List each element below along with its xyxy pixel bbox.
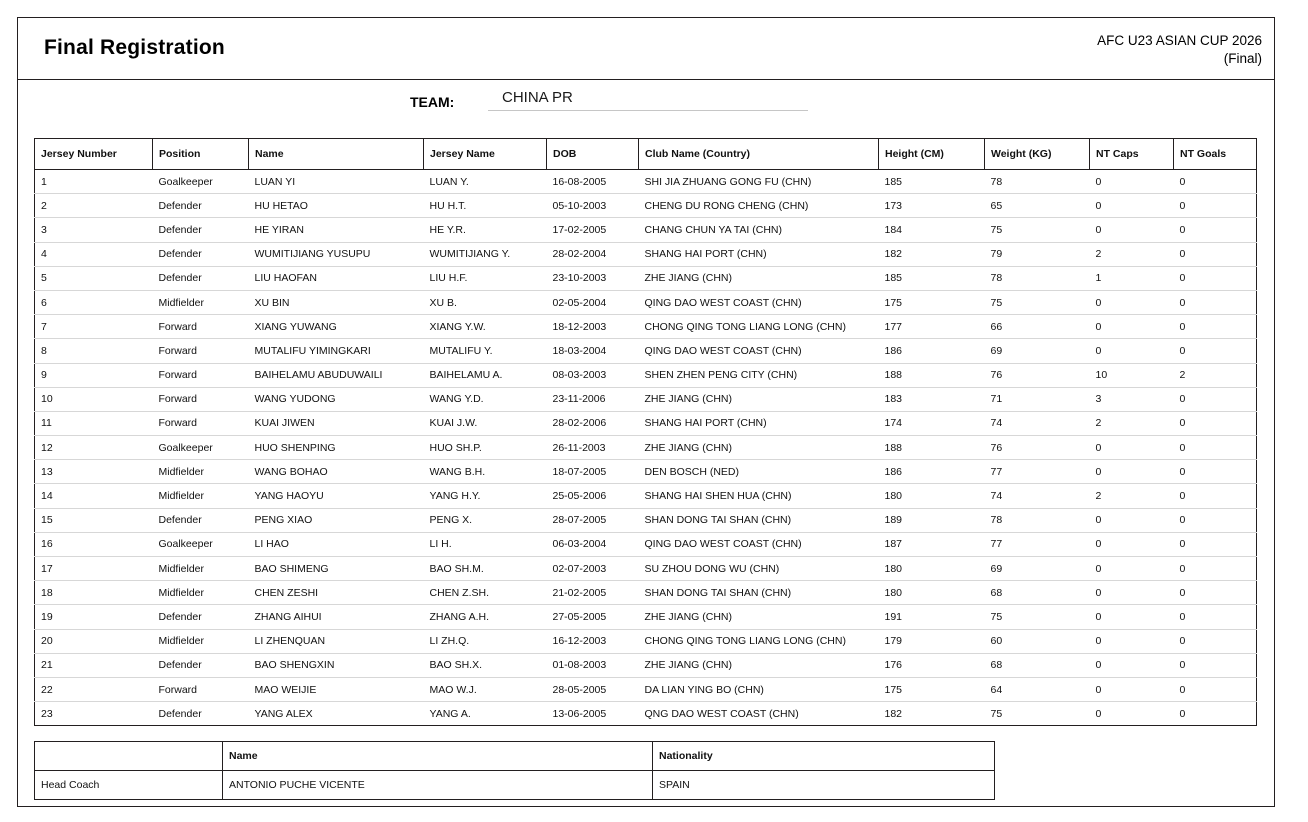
cell-weight: 75 [985,218,1090,242]
cell-jersey-name: PENG X. [424,508,547,532]
document-header [18,18,1274,80]
cell-position: Goalkeeper [153,436,249,460]
cell-club: ZHE JIANG (CHN) [639,605,879,629]
column-header-position: Position [153,139,249,170]
players-table-wrap [34,138,1256,726]
cell-jersey-number: 17 [35,557,153,581]
cell-height: 180 [879,484,985,508]
cell-club: SHANG HAI PORT (CHN) [639,411,879,435]
table-row [35,702,1257,726]
cell-nt-caps: 2 [1090,411,1174,435]
cell-nt-goals: 0 [1174,315,1257,339]
cell-jersey-name: LI H. [424,532,547,556]
cell-jersey-name: BAIHELAMU A. [424,363,547,387]
cell-nt-caps: 2 [1090,484,1174,508]
cell-nt-caps: 2 [1090,242,1174,266]
cell-jersey-number: 10 [35,387,153,411]
cell-position: Defender [153,605,249,629]
cell-height: 184 [879,218,985,242]
cell-position: Forward [153,411,249,435]
cell-nt-caps: 0 [1090,677,1174,701]
staff-table-body [35,771,995,800]
cell-dob: 28-05-2005 [547,677,639,701]
cell-jersey-number: 15 [35,508,153,532]
cell-jersey-number: 19 [35,605,153,629]
cell-weight: 64 [985,677,1090,701]
competition-stage: (Final) [1223,51,1262,67]
cell-jersey-number: 12 [35,436,153,460]
cell-name: LI ZHENQUAN [249,629,424,653]
table-row [35,508,1257,532]
cell-dob: 18-03-2004 [547,339,639,363]
cell-dob: 23-11-2006 [547,387,639,411]
cell-jersey-name: WANG B.H. [424,460,547,484]
cell-nt-goals: 0 [1174,266,1257,290]
table-row [35,411,1257,435]
cell-club: SHAN DONG TAI SHAN (CHN) [639,581,879,605]
cell-height: 175 [879,677,985,701]
cell-nt-caps: 0 [1090,315,1174,339]
table-row [35,436,1257,460]
cell-club: CHENG DU RONG CHENG (CHN) [639,194,879,218]
cell-name: XIANG YUWANG [249,315,424,339]
cell-jersey-name: YANG A. [424,702,547,726]
cell-weight: 76 [985,436,1090,460]
cell-club: SHANG HAI PORT (CHN) [639,242,879,266]
cell-jersey-number: 7 [35,315,153,339]
cell-club: DA LIAN YING BO (CHN) [639,677,879,701]
cell-position: Defender [153,266,249,290]
registration-sheet [17,17,1275,807]
column-header-nt-caps: NT Caps [1090,139,1174,170]
cell-height: 177 [879,315,985,339]
cell-nt-goals: 0 [1174,557,1257,581]
staff-table [34,741,995,800]
cell-jersey-name: XU B. [424,290,547,314]
cell-jersey-number: 21 [35,653,153,677]
cell-weight: 69 [985,557,1090,581]
cell-height: 186 [879,460,985,484]
cell-dob: 18-12-2003 [547,315,639,339]
cell-staff-role: Head Coach [35,771,223,800]
cell-jersey-name: WUMITIJIANG Y. [424,242,547,266]
cell-name: LIU HAOFAN [249,266,424,290]
cell-weight: 78 [985,266,1090,290]
cell-position: Midfielder [153,557,249,581]
cell-jersey-number: 13 [35,460,153,484]
cell-jersey-name: MAO W.J. [424,677,547,701]
cell-nt-goals: 0 [1174,653,1257,677]
cell-weight: 75 [985,290,1090,314]
competition-name: AFC U23 ASIAN CUP 2026 [1097,33,1262,48]
cell-jersey-number: 16 [35,532,153,556]
column-header-weight: Weight (KG) [985,139,1090,170]
cell-nt-goals: 0 [1174,460,1257,484]
cell-club: SHEN ZHEN PENG CITY (CHN) [639,363,879,387]
cell-nt-caps: 3 [1090,387,1174,411]
cell-nt-goals: 0 [1174,218,1257,242]
table-row [35,387,1257,411]
column-header-nt-goals: NT Goals [1174,139,1257,170]
cell-name: MAO WEIJIE [249,677,424,701]
cell-weight: 77 [985,460,1090,484]
cell-weight: 75 [985,605,1090,629]
cell-position: Defender [153,218,249,242]
cell-nt-caps: 0 [1090,605,1174,629]
cell-jersey-number: 20 [35,629,153,653]
cell-weight: 71 [985,387,1090,411]
cell-position: Goalkeeper [153,170,249,194]
cell-position: Midfielder [153,629,249,653]
cell-dob: 13-06-2005 [547,702,639,726]
table-row [35,218,1257,242]
cell-jersey-name: XIANG Y.W. [424,315,547,339]
cell-position: Forward [153,363,249,387]
cell-jersey-number: 3 [35,218,153,242]
cell-jersey-name: YANG H.Y. [424,484,547,508]
cell-height: 191 [879,605,985,629]
cell-nt-goals: 0 [1174,677,1257,701]
cell-jersey-name: LI ZH.Q. [424,629,547,653]
cell-jersey-number: 22 [35,677,153,701]
cell-nt-goals: 0 [1174,629,1257,653]
cell-club: CHONG QING TONG LIANG LONG (CHN) [639,315,879,339]
table-row [35,653,1257,677]
cell-position: Forward [153,677,249,701]
cell-club: CHANG CHUN YA TAI (CHN) [639,218,879,242]
cell-name: WANG YUDONG [249,387,424,411]
cell-position: Midfielder [153,581,249,605]
competition-info [1097,32,1262,68]
cell-nt-goals: 0 [1174,339,1257,363]
cell-weight: 60 [985,629,1090,653]
cell-club: QING DAO WEST COAST (CHN) [639,532,879,556]
cell-height: 176 [879,653,985,677]
cell-club: SHAN DONG TAI SHAN (CHN) [639,508,879,532]
cell-name: YANG ALEX [249,702,424,726]
cell-nt-goals: 0 [1174,194,1257,218]
table-row [35,170,1257,194]
column-header-staff-name: Name [223,742,653,771]
cell-height: 180 [879,581,985,605]
cell-jersey-number: 9 [35,363,153,387]
cell-height: 188 [879,436,985,460]
team-value: CHINA PR [502,89,573,106]
cell-weight: 78 [985,170,1090,194]
cell-weight: 68 [985,581,1090,605]
cell-dob: 05-10-2003 [547,194,639,218]
cell-jersey-number: 5 [35,266,153,290]
players-table-header-row [35,139,1257,170]
cell-nt-caps: 0 [1090,194,1174,218]
players-table-body [35,170,1257,726]
cell-nt-caps: 0 [1090,170,1174,194]
cell-weight: 69 [985,339,1090,363]
cell-jersey-name: BAO SH.X. [424,653,547,677]
cell-club: SU ZHOU DONG WU (CHN) [639,557,879,581]
table-row [35,677,1257,701]
cell-jersey-number: 23 [35,702,153,726]
cell-height: 179 [879,629,985,653]
table-row [35,290,1257,314]
cell-weight: 68 [985,653,1090,677]
cell-weight: 79 [985,242,1090,266]
cell-club: ZHE JIANG (CHN) [639,653,879,677]
cell-name: LUAN YI [249,170,424,194]
cell-jersey-number: 1 [35,170,153,194]
cell-nt-goals: 0 [1174,411,1257,435]
cell-staff-name: ANTONIO PUCHE VICENTE [223,771,653,800]
cell-position: Forward [153,339,249,363]
column-header-role [35,742,223,771]
cell-height: 182 [879,242,985,266]
cell-height: 175 [879,290,985,314]
table-row [35,557,1257,581]
table-row [35,242,1257,266]
cell-height: 185 [879,170,985,194]
cell-nt-caps: 0 [1090,436,1174,460]
cell-nt-caps: 1 [1090,266,1174,290]
cell-nt-goals: 0 [1174,605,1257,629]
cell-height: 185 [879,266,985,290]
table-row [35,194,1257,218]
cell-nt-goals: 0 [1174,508,1257,532]
cell-weight: 74 [985,484,1090,508]
cell-position: Forward [153,387,249,411]
cell-jersey-name: ZHANG A.H. [424,605,547,629]
cell-name: XU BIN [249,290,424,314]
cell-jersey-name: WANG Y.D. [424,387,547,411]
cell-club: QNG DAO WEST COAST (CHN) [639,702,879,726]
cell-club: QING DAO WEST COAST (CHN) [639,339,879,363]
cell-jersey-name: CHEN Z.SH. [424,581,547,605]
column-header-jersey-number: Jersey Number [35,139,153,170]
cell-nt-caps: 0 [1090,339,1174,363]
cell-height: 182 [879,702,985,726]
cell-dob: 01-08-2003 [547,653,639,677]
staff-table-header-row [35,742,995,771]
cell-position: Midfielder [153,290,249,314]
cell-nt-goals: 0 [1174,702,1257,726]
cell-club: SHANG HAI SHEN HUA (CHN) [639,484,879,508]
cell-weight: 75 [985,702,1090,726]
cell-dob: 28-02-2004 [547,242,639,266]
cell-position: Defender [153,194,249,218]
table-row [35,460,1257,484]
cell-position: Midfielder [153,484,249,508]
cell-jersey-name: HUO SH.P. [424,436,547,460]
table-row [35,605,1257,629]
cell-nt-goals: 0 [1174,532,1257,556]
cell-jersey-name: BAO SH.M. [424,557,547,581]
cell-name: HUO SHENPING [249,436,424,460]
cell-height: 173 [879,194,985,218]
cell-position: Defender [153,242,249,266]
cell-club: DEN BOSCH (NED) [639,460,879,484]
cell-name: PENG XIAO [249,508,424,532]
cell-position: Forward [153,315,249,339]
cell-dob: 02-07-2003 [547,557,639,581]
cell-dob: 18-07-2005 [547,460,639,484]
cell-height: 189 [879,508,985,532]
table-row [35,315,1257,339]
cell-nt-caps: 0 [1090,629,1174,653]
cell-name: ZHANG AIHUI [249,605,424,629]
team-label: TEAM: [410,94,455,110]
cell-dob: 27-05-2005 [547,605,639,629]
table-row [35,581,1257,605]
column-header-nationality: Nationality [653,742,995,771]
cell-dob: 26-11-2003 [547,436,639,460]
cell-height: 187 [879,532,985,556]
column-header-club-name: Club Name (Country) [639,139,879,170]
cell-jersey-name: LUAN Y. [424,170,547,194]
cell-nt-goals: 0 [1174,484,1257,508]
players-table [34,138,1257,726]
cell-nt-goals: 0 [1174,290,1257,314]
cell-weight: 65 [985,194,1090,218]
table-row [35,484,1257,508]
cell-dob: 28-02-2006 [547,411,639,435]
cell-weight: 76 [985,363,1090,387]
table-row [35,532,1257,556]
cell-jersey-number: 14 [35,484,153,508]
cell-nt-goals: 2 [1174,363,1257,387]
cell-dob: 25-05-2006 [547,484,639,508]
cell-jersey-name: LIU H.F. [424,266,547,290]
cell-club: SHI JIA ZHUANG GONG FU (CHN) [639,170,879,194]
cell-position: Defender [153,653,249,677]
table-row [35,363,1257,387]
cell-name: WUMITIJIANG YUSUPU [249,242,424,266]
cell-nt-caps: 0 [1090,557,1174,581]
table-row [35,339,1257,363]
cell-height: 183 [879,387,985,411]
cell-position: Midfielder [153,460,249,484]
cell-jersey-name: KUAI J.W. [424,411,547,435]
cell-dob: 08-03-2003 [547,363,639,387]
cell-jersey-name: MUTALIFU Y. [424,339,547,363]
table-row [35,771,995,800]
cell-position: Goalkeeper [153,532,249,556]
cell-nt-caps: 0 [1090,702,1174,726]
cell-jersey-number: 2 [35,194,153,218]
cell-club: ZHE JIANG (CHN) [639,387,879,411]
table-row [35,266,1257,290]
cell-position: Defender [153,508,249,532]
cell-jersey-number: 11 [35,411,153,435]
cell-name: BAIHELAMU ABUDUWAILI [249,363,424,387]
cell-club: CHONG QING TONG LIANG LONG (CHN) [639,629,879,653]
column-header-name: Name [249,139,424,170]
cell-nt-goals: 0 [1174,436,1257,460]
table-row [35,629,1257,653]
cell-nt-caps: 0 [1090,508,1174,532]
cell-name: HE YIRAN [249,218,424,242]
cell-name: CHEN ZESHI [249,581,424,605]
team-field[interactable] [488,89,808,111]
cell-name: KUAI JIWEN [249,411,424,435]
cell-weight: 66 [985,315,1090,339]
cell-club: QING DAO WEST COAST (CHN) [639,290,879,314]
cell-height: 188 [879,363,985,387]
cell-name: WANG BOHAO [249,460,424,484]
cell-name: LI HAO [249,532,424,556]
cell-jersey-number: 8 [35,339,153,363]
cell-name: MUTALIFU YIMINGKARI [249,339,424,363]
cell-dob: 21-02-2005 [547,581,639,605]
cell-dob: 16-12-2003 [547,629,639,653]
team-row [18,80,1274,124]
cell-jersey-number: 18 [35,581,153,605]
cell-height: 174 [879,411,985,435]
cell-name: BAO SHENGXIN [249,653,424,677]
column-header-height: Height (CM) [879,139,985,170]
cell-nt-caps: 10 [1090,363,1174,387]
cell-dob: 02-05-2004 [547,290,639,314]
cell-nt-goals: 0 [1174,387,1257,411]
cell-dob: 16-08-2005 [547,170,639,194]
cell-nt-caps: 0 [1090,532,1174,556]
cell-height: 186 [879,339,985,363]
cell-dob: 28-07-2005 [547,508,639,532]
cell-weight: 74 [985,411,1090,435]
cell-staff-nationality: SPAIN [653,771,995,800]
cell-nt-caps: 0 [1090,460,1174,484]
cell-name: YANG HAOYU [249,484,424,508]
cell-name: BAO SHIMENG [249,557,424,581]
cell-nt-goals: 0 [1174,581,1257,605]
page-title: Final Registration [44,36,225,59]
cell-jersey-name: HU H.T. [424,194,547,218]
cell-position: Defender [153,702,249,726]
column-header-dob: DOB [547,139,639,170]
cell-weight: 78 [985,508,1090,532]
cell-nt-caps: 0 [1090,218,1174,242]
cell-club: ZHE JIANG (CHN) [639,266,879,290]
cell-jersey-name: HE Y.R. [424,218,547,242]
cell-dob: 17-02-2005 [547,218,639,242]
cell-jersey-number: 4 [35,242,153,266]
cell-nt-goals: 0 [1174,170,1257,194]
cell-height: 180 [879,557,985,581]
cell-weight: 77 [985,532,1090,556]
cell-nt-caps: 0 [1090,581,1174,605]
cell-jersey-number: 6 [35,290,153,314]
staff-table-wrap [34,741,994,800]
cell-nt-caps: 0 [1090,653,1174,677]
cell-name: HU HETAO [249,194,424,218]
cell-club: ZHE JIANG (CHN) [639,436,879,460]
cell-nt-caps: 0 [1090,290,1174,314]
column-header-jersey-name: Jersey Name [424,139,547,170]
cell-dob: 06-03-2004 [547,532,639,556]
cell-nt-goals: 0 [1174,242,1257,266]
cell-dob: 23-10-2003 [547,266,639,290]
